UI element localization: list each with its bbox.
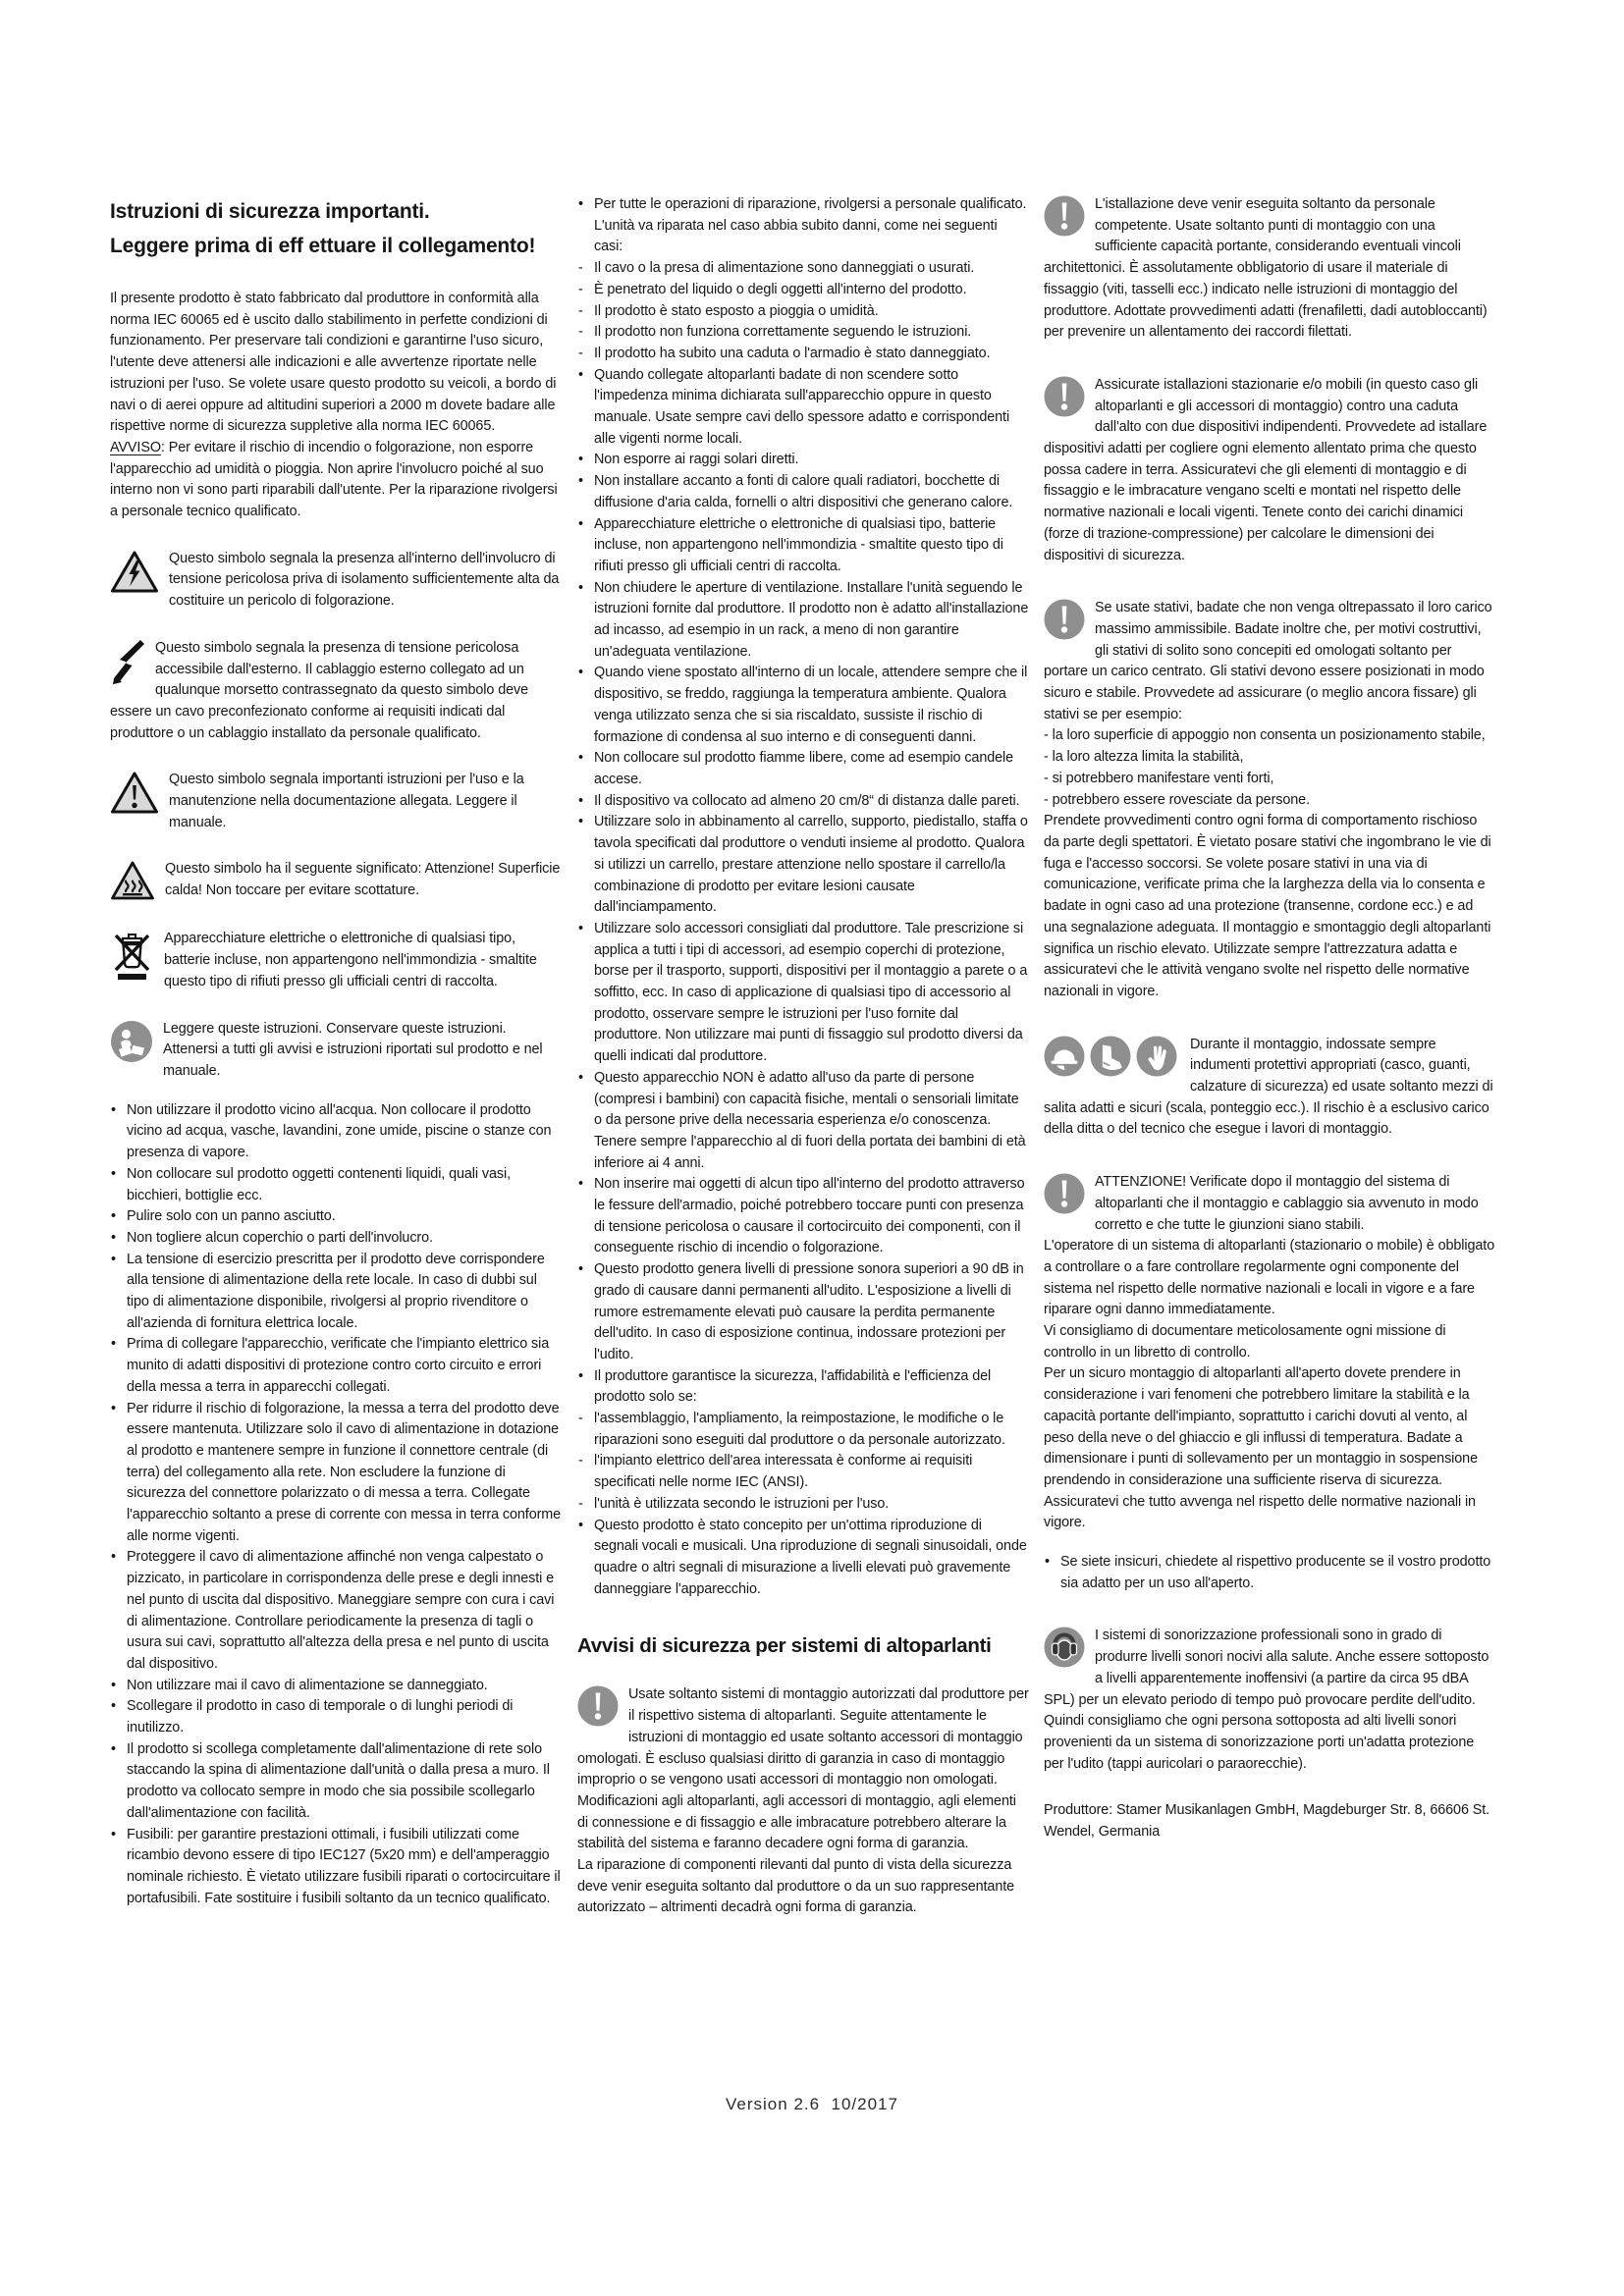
- list-item: [110, 1164, 562, 1206]
- list-item-text: Il produttore garantisce la sicurezza, l'affidabilità e l'efficienza del prodotto solo se:: [594, 1367, 992, 1406]
- list-item-text: Per tutte le operazioni di riparazione, rivolgersi a personale qualificato. L'unità va riparata nel caso abbia subito danni, come nei seguenti casi:: [594, 196, 1027, 255]
- list-item-text: Prima di collegare l'apparecchio, verificate che l'impianto elettrico sia munito di adatti dispositivi di protezione contro corto circuito e errori della messa a terra in apparecchi collegati.: [127, 1336, 550, 1395]
- list-marker: •: [111, 1740, 116, 1757]
- text-line: Questo simbolo segnala importanti istruzioni per l'uso e la manutenzione nella documentazione allegata. Leggere il manuale.: [169, 772, 524, 830]
- list-marker: •: [578, 366, 583, 383]
- text-line: L'istallazione deve venir eseguita soltanto da personale competente. Usate soltanto punti di montaggio con una sufficiente capacità portante, considerando eventuali vincoli architettonici. È assolutamente obbligatorio di usare il materiale di fissaggio (viti, tasselli ecc.) indicato nelle istruzioni di montaggio del produttore. Adottate provvedimenti adatti (frenafiletti, dadi autobloccanti) per prevenire un allentamento dei raccordi filettati.: [1044, 196, 1488, 341]
- list-marker: •: [578, 920, 583, 936]
- list-item: [577, 1451, 1029, 1493]
- installation-note: [1044, 194, 1495, 344]
- list-item-text: Questo apparecchio NON è adatto all'uso da parte di persone (compresi i bambini) con capacità fisiche, mentali o sensoriali limitate o da persone prive della necessaria esperienza e/o conoscenza. Tenere sempre l'apparecchio al di fuori della portata dei bambini di età inferiore ai 4 anni.: [594, 1069, 1026, 1171]
- list-item-text: Il prodotto è stato esposto a pioggia o umidità.: [594, 302, 879, 319]
- list-item-text: Non collocare sul prodotto fiamme libere, come ad esempio candele accese.: [594, 750, 1014, 787]
- list-marker: •: [1045, 1554, 1050, 1571]
- list-item: [110, 1100, 562, 1164]
- safety-boots-icon: [1090, 1036, 1131, 1077]
- mandatory-action-icon: [1044, 599, 1085, 640]
- list-marker: -: [578, 324, 583, 341]
- list-marker: •: [578, 1261, 583, 1278]
- list-item-text: Proteggere il cavo di alimentazione affinché non venga calpestato o pizzicato, in particolare in corrispondenza delle prese e degli innesti e nel punto di uscita dal dispositivo. Maneggiare sempre con cura i cavi di alimentazione. Controllare periodicamente la presenza di tagli o usura sui cavi, soprattutto all'altezza della presa e nel punto di uscita dal dispositivo.: [127, 1549, 555, 1672]
- text-line: Questo simbolo segnala la presenza all'interno dell'involucro di tensione pericolosa priva di isolamento sufficientemente alta da costituire un pericolo di folgorazione.: [169, 550, 560, 610]
- ear-protection-icon: [1044, 1627, 1085, 1668]
- list-item-text: Il cavo o la presa di alimentazione sono danneggiati o usurati.: [594, 260, 975, 277]
- list-item: [110, 1228, 562, 1250]
- list-item: [577, 1516, 1029, 1601]
- text-line: Prendete provvedimenti contro ogni forma di comportamento rischioso da parte degli spettatori. È vietato posare stativi che ingombrano le vie di fuga e l'accesso soccorsi. Se volete posare stativi in una via di comunicazione, verificate prima che la larghezza della via lo consenta e badate in ogni caso ad una protezione (transenne, cordone ecc.) e ad una segnalazione adeguata. Il montaggio e smontaggio degli altoparlanti significa un rischio elevato. Utilizzate sempre l'attrezzatura adatta e assicuratevi che le attività vengano svolte nel rispetto delle normative nazionali in vigore.: [1044, 813, 1491, 999]
- list-item-text: Il dispositivo va collocato ad almeno 20 cm/8“ di distanza dalle pareti.: [594, 792, 1020, 809]
- list-item-text: Scollegare il prodotto in caso di temporale o di lunghi periodi di inutilizzo.: [127, 1698, 514, 1736]
- list-marker: •: [578, 1517, 583, 1533]
- manual-warning-note: [110, 770, 562, 833]
- hazard-voltage-triangle-icon: [110, 550, 159, 594]
- lightning-bolt-icon: [110, 639, 145, 686]
- text-line: [110, 438, 562, 523]
- weee-crossed-bin-icon: [110, 930, 154, 982]
- list-item: [577, 1259, 1029, 1366]
- text-line: - potrebbero essere rovesciate da persone.: [1044, 791, 1310, 808]
- list-marker: •: [578, 1367, 583, 1384]
- list-item: [577, 301, 1029, 323]
- manufacturer-info: [1044, 1800, 1495, 1842]
- list-item: [577, 663, 1029, 748]
- list-item-text: Utilizzare solo accessori consigliati dal produttore. Tale prescrizione si applica a tutti i tipi di accessori, ad esempio coperchi di protezione, borse per il trasporto, supporti, dispositivi per il montaggio a parete o a soffitto, ecc. In caso di applicazione di qualsiasi tipo di accessorio al prodotto, osservare sempre le istruzioni per l'uso fornite dal produttore. Non utilizzare mai punti di fissaggio sul prodotto diversi da quelli indicati dal produttore.: [594, 920, 1028, 1065]
- column-right: [1044, 194, 1495, 1843]
- speaker-safety-title: Avvisi di sicurezza per sistemi di altoparlanti: [577, 1634, 992, 1658]
- list-marker: •: [578, 814, 583, 830]
- list-item: [577, 1494, 1029, 1516]
- page-title: [110, 194, 562, 263]
- list-item: [110, 1676, 562, 1697]
- text-line: Leggere queste istruzioni. Conservare queste istruzioni. Attenersi a tutti gli avvisi e istruzioni riportati sul prodotto e nel manuale.: [163, 1020, 543, 1079]
- list-marker: •: [578, 1176, 583, 1193]
- list-item: [110, 1696, 562, 1738]
- list-item: [577, 791, 1029, 813]
- underlined-word: AVVISO: [110, 439, 161, 455]
- list-item-text: Non installare accanto a fonti di calore quali radiatori, bocchette di diffusione d'aria calda, fornelli o altri dispositivi che generano calore.: [594, 473, 1013, 510]
- list-item-text: Non chiudere le aperture di ventilazione. Installare l'unità seguendo le istruzioni fornite dal produttore. Il prodotto non è adatto all'installazione ad incasso, ad esempio in un rack, a meno di non garantire un'adeguata ventilazione.: [594, 579, 1029, 660]
- text-run: : Per evitare il rischio di incendio o folgorazione, non esporre l'apparecchio ad umidità o pioggia. Non aprire l'involucro poiché al suo interno non vi sono parti riparabili dall'utente. Per la riparazione rivolgersi a personale tecnico qualificato.: [110, 439, 558, 520]
- list-item: [110, 1334, 562, 1398]
- list-item-text: Apparecchiature elettriche o elettroniche di qualsiasi tipo, batterie incluse, non appartengono nell'immondizia - smaltite questo tipo di rifiuti presso gli ufficiali centri di raccolta.: [594, 515, 1003, 574]
- list-item-text: La tensione di esercizio prescritta per il prodotto deve corrispondere alla tensione di alimentazione della rete locale. In caso di dubbi sul tipo di alimentazione disponibile, rivolgersi al proprio rivenditore o all'azienda di fornitura elettrica locale.: [127, 1251, 545, 1331]
- text-line: Se usate stativi, badate che non venga oltrepassato il loro carico massimo ammissibile. Badate inoltre che, per motivi costruttivi, gli stativi di solito sono concepiti ed omologati soltanto per portare un carico centrato. Gli stativi devono essere posizionati in modo sicuro e stabile. Provvedete ad assicurare (o meglio ancora fissare) gli stativi se per esempio:: [1044, 600, 1492, 722]
- list-item: [577, 1366, 1029, 1409]
- text-line: Questo simbolo segnala la presenza di tensione pericolosa accessibile dall'esterno. Il cablaggio esterno collegato ad un qualunque morsetto contrassegnato da questo simbolo deve essere un cavo preconfezionato conforme ai requisiti indicati dal produttore o un cablaggio installato da personale qualificato.: [110, 639, 529, 741]
- title-line: Leggere prima di eff ettuare il collegamento!: [110, 235, 536, 257]
- list-item: [577, 578, 1029, 664]
- icon-row: [1044, 1036, 1182, 1077]
- list-item-text: Fusibili: per garantire prestazioni ottimali, i fusibili utilizzati come ricambio devono essere di tipo IEC127 (5x20 mm) e dell'amperaggio nominale richiesto. È vietato utilizzare fusibili riparati o cortocircuitare il portafusibili. Fate sostituire i fusibili soltanto da un tecnico qualificato.: [127, 1826, 561, 1906]
- text-line: Per un sicuro montaggio di altoparlanti all'aperto dovete prendere in considerazione i vari fenomeni che potrebbero limitare la stabilità e la capacità portante dell'impianto, soprattutto i carichi dovuti al vento, al peso della neve o del ghiaccio e gli influssi di temperatura. Badate a dimensionare i punti di sollevamento per un montaggio in sospensione prendendo in considerazione una sufficiente riserva di sicurezza. Assicuratevi che tutto avvenga nel rispetto delle normative nazionali in vigore.: [1044, 1365, 1478, 1531]
- list-item-text: Quando collegate altoparlanti badate di non scendere sotto l'impedenza minima dichiarata sull'apparecchio oppure in questo manuale. Usate sempre cavi dello spessore adatto e corrispondenti alle vigenti norme locali.: [594, 366, 1010, 447]
- list-marker: •: [578, 1069, 583, 1086]
- text-line: La riparazione di componenti rilevanti dal punto di vista della sicurezza deve venir eseguita soltanto dal produttore o da un suo rappresentante autorizzato – altrimenti decadrà ogni forma di garanzia.: [577, 1857, 1015, 1916]
- text-line: Usate soltanto sistemi di montaggio autorizzati dal produttore per il rispettivo sistema di altoparlanti. Seguite attentamente le istruzioni di montaggio ed usate soltanto accessori di montaggio omologati. È escluso qualsiasi diritto di garanzia in caso di montaggio improprio o se vengono usati accessori di montaggio non omologati. Modificazioni agli altoparlanti, agli accessori di montaggio, agli elementi di connessione e di fissaggio e alle imbracature potrebbero alterare la stabilità del sistema e faranno decadere ogni forma di garanzia.: [577, 1686, 1029, 1852]
- text-line: Il presente prodotto è stato fabbricato dal produttore in conformità alla norma IEC 60065 ed è uscito dallo stabilimento in perfette condizioni di funzionamento. Per preservare tali condizioni e garantirne l'uso sicuro, l'utente deve attenersi alle indicazioni e alle avvertenze riportate nelle istruzioni per l'uso. Se volete usare questo prodotto su veicoli, a bordo di navi o di aerei oppure ad altitudini superiori a 2000 m dovete badare alle rispettive norme di sicurezza suppletive alla norma IEC 60065.: [110, 291, 557, 435]
- list-marker: •: [111, 1698, 116, 1715]
- text-line: Durante il montaggio, indossate sempre indumenti protettivi appropriati (casco, guanti, calzature di sicurezza) ed usate soltanto mezzi di salita adatti e sicuri (scala, ponteggio ecc.). Il rischio è a esclusivo carico della ditta o del tecnico che esegue i lavori di montaggio.: [1044, 1036, 1493, 1138]
- list-item: [577, 258, 1029, 280]
- text-line: Questo simbolo ha il seguente significato: Attenzione! Superficie calda! Non toccare per evitare scottature.: [165, 861, 561, 899]
- list-item: [1044, 1552, 1495, 1594]
- list-item-text: È penetrato del liquido o degli oggetti all'interno del prodotto.: [594, 281, 967, 297]
- general-safety-list: [110, 1100, 562, 1910]
- list-marker: •: [111, 1336, 116, 1353]
- list-item: [110, 1547, 562, 1675]
- list-item: [577, 365, 1029, 451]
- list-marker: •: [111, 1251, 116, 1267]
- list-item: [577, 514, 1029, 578]
- mounting-systems-note: [577, 1684, 1029, 1919]
- service-safety-list: [577, 194, 1029, 1600]
- list-item-text: Se siete insicuri, chiedete al rispettivo producente se il vostro prodotto sia adatto per un uso all'aperto.: [1060, 1554, 1491, 1591]
- external-voltage-note: [110, 638, 562, 745]
- list-item-text: Non utilizzare mai il cavo di alimentazione se danneggiato.: [127, 1677, 488, 1693]
- list-marker: •: [111, 1677, 116, 1693]
- list-marker: -: [578, 345, 583, 361]
- mandatory-action-icon: [1044, 376, 1085, 417]
- text-line: Apparecchiature elettriche o elettroniche di qualsiasi tipo, batterie incluse, non appartengono nell'immondizia - smaltite questo tipo di rifiuti presso gli ufficiali centri di raccolta.: [164, 931, 537, 989]
- column-middle: [577, 194, 1029, 1919]
- list-item-text: Per ridurre il rischio di folgorazione, la messa a terra del prodotto deve essere mantenuta. Utilizzare solo il cavo di alimentazione in dotazione al prodotto e mantenere sempre in funzione il connettore centrale (di terra) del collegamento alla rete. Non escludere la funzione di sicurezza del connettore polarizzato o di messa a terra. Collegate l'apparecchio soltanto a prese di corrente con messa in terra conforme alle norme vigenti.: [127, 1400, 562, 1544]
- list-marker: •: [111, 1400, 116, 1416]
- list-item-text: Non inserire mai oggetti di alcun tipo all'interno del prodotto attraverso le fessure dell'armadio, poiché potrebbero toccare punti con presenza di tensione pericolosa o causare il cortocircuito dei componenti, con il conseguente rischio di incendio o folgorazione.: [594, 1176, 1025, 1256]
- list-marker: •: [111, 1165, 116, 1182]
- footer-version: Version 2.6 10/2017: [726, 2095, 898, 2113]
- list-marker: •: [111, 1208, 116, 1225]
- list-marker: •: [111, 1101, 116, 1118]
- list-item-text: Il prodotto non funziona correttamente seguendo le istruzioni.: [594, 324, 972, 341]
- list-marker: •: [578, 579, 583, 596]
- list-marker: •: [578, 473, 583, 490]
- list-marker: •: [578, 750, 583, 767]
- list-item-text: Il prodotto si scollega completamente dall'alimentazione di rete solo staccando la spina di alimentazione dall'unità o dalla presa a muro. Il prodotto va collocato sempre in modo che sia possibile scollegarlo dall'alimentazione con facilità.: [127, 1740, 550, 1821]
- list-item-text: Non esporre ai raggi solari diretti.: [594, 452, 799, 468]
- read-instructions-note: [110, 1019, 562, 1083]
- attention-check-note: [1044, 1172, 1495, 1534]
- text-line: - la loro superficie di appoggio non consenta un posizionamento stabile,: [1044, 727, 1486, 744]
- list-item-text: l'assemblaggio, l'ampliamento, la reimpostazione, le modifiche o le riparazioni sono eseguiti dal produttore o da personale autorizzato.: [594, 1411, 1005, 1448]
- list-item: [110, 1739, 562, 1825]
- list-marker: -: [578, 1411, 583, 1427]
- list-marker: •: [578, 196, 583, 212]
- text-line: I sistemi di sonorizzazione professionali sono in grado di produrre livelli sonori nocivi alla salute. Anche essere sottoposto a livelli apparentemente inoffensivi (a partire da circa 95 dBA SPL) per un elevato periodo di tempo può provocare perdite dell'udito. Quindi consigliamo che ogni persona sottoposta ad alti livelli sonori provenienti da un sistema di sonorizzazione porti un'adatta protezione per l'udito (tappi auricolari o paraorecchie).: [1044, 1628, 1489, 1772]
- gloves-icon: [1136, 1036, 1177, 1077]
- list-item: [110, 1250, 562, 1335]
- mandatory-action-icon: [577, 1685, 619, 1727]
- outdoor-use-list: [1044, 1552, 1495, 1594]
- list-marker: •: [578, 452, 583, 468]
- text-line: ATTENZIONE! Verificate dopo il montaggio del sistema di altoparlanti che il montaggio e cablaggio sia avvenuto in modo corretto e che tutte le giunzioni siano stabili.: [1095, 1174, 1479, 1233]
- mandatory-action-icon: [1044, 195, 1085, 237]
- list-item: [577, 812, 1029, 919]
- list-item: [577, 450, 1029, 471]
- hearing-protection-note: [1044, 1626, 1495, 1775]
- list-item-text: Non collocare sul prodotto oggetti contenenti liquidi, quali vasi, bicchieri, bottiglie ecc.: [127, 1165, 511, 1203]
- title-line: Istruzioni di sicurezza importanti.: [110, 200, 430, 223]
- list-item: [577, 322, 1029, 344]
- list-item: [577, 919, 1029, 1068]
- list-item-text: Quando viene spostato all'interno di un locale, attendere sempre che il dispositivo, se freddo, raggiunga la temperatura ambiente. Qualora venga utilizzato senza che si sia riscaldato, sussiste il rischio di formazione di condensa al suo interno e di conseguenti danni.: [594, 665, 1028, 745]
- list-item-text: l'impianto elettrico dell'area interessata è conforme ai requisiti specificati nelle norme IEC (ANSI).: [594, 1453, 973, 1491]
- list-item: [577, 344, 1029, 365]
- list-marker: •: [111, 1549, 116, 1566]
- list-item: [577, 471, 1029, 513]
- list-marker: •: [578, 792, 583, 809]
- list-item-text: Non utilizzare il prodotto vicino all'acqua. Non collocare il prodotto vicino ad acqua, vasche, lavandini, zone umide, piscine o stanze con presenza di vapore.: [127, 1101, 552, 1161]
- list-item: [577, 280, 1029, 301]
- list-marker: •: [578, 515, 583, 532]
- list-marker: •: [578, 665, 583, 681]
- list-item-text: l'unità è utilizzata secondo le istruzioni per l'uso.: [594, 1495, 890, 1512]
- list-marker: •: [111, 1826, 116, 1842]
- list-marker: -: [578, 1495, 583, 1512]
- list-item: [110, 1399, 562, 1548]
- weee-note: [110, 929, 562, 992]
- read-manual-icon: [110, 1020, 153, 1063]
- list-item: [577, 1409, 1029, 1451]
- list-item-text: Utilizzare solo in abbinamento al carrello, supporto, piedistallo, staffa o tavola specificati dal produttore o venduti insieme al prodotto. Qualora si utilizzi un carrello, prestare attenzione nello spostare il carrello/la combinazione di prodotto per evitare lesioni causate dall'inciampamento.: [594, 814, 1028, 916]
- list-marker: -: [578, 260, 583, 277]
- list-marker: -: [578, 302, 583, 319]
- list-item-text: Pulire solo con un panno asciutto.: [127, 1208, 336, 1225]
- list-item: [110, 1206, 562, 1228]
- list-marker: •: [111, 1229, 116, 1246]
- mandatory-action-icon: [1044, 1173, 1085, 1214]
- list-item-text: Questo prodotto è stato concepito per un'ottima riproduzione di segnali vocali e musicali. Una riproduzione di segnali sinusoidali, onde quadre o altri segnali di misurazione a livelli elevati può gravemente danneggiare l'apparecchio.: [594, 1517, 1027, 1597]
- ppe-note: [1044, 1035, 1495, 1142]
- list-item-text: Il prodotto ha subito una caduta o l'armadio è stato danneggiato.: [594, 345, 991, 361]
- list-marker: -: [578, 281, 583, 297]
- list-item: [110, 1825, 562, 1910]
- secure-installations-note: [1044, 375, 1495, 566]
- hot-surface-triangle-icon: [110, 860, 155, 901]
- list-item-text: Questo prodotto genera livelli di pressione sonora superiori a 90 dB in grado di causare danni permanenti all'udito. L'esposizione a livelli di rumore estremamente elevati può causare la perdita permanente dell'udito. In caso di esposizione continua, indossare protezioni per l'udito.: [594, 1261, 1024, 1362]
- list-marker: -: [578, 1453, 583, 1469]
- list-item: [577, 1068, 1029, 1175]
- list-item: [577, 1174, 1029, 1259]
- list-item-text: Non togliere alcun coperchio o parti dell'involucro.: [127, 1229, 433, 1246]
- text-line: - si potrebbero manifestare venti forti,: [1044, 770, 1274, 786]
- warning-triangle-icon: [110, 771, 159, 815]
- hazard-voltage-note: [110, 549, 562, 613]
- intro-paragraph: [110, 289, 562, 523]
- list-item: [577, 194, 1029, 258]
- text-line: Produttore: Stamer Musikanlagen GmbH, Magdeburger Str. 8, 66606 St. Wendel, Germania: [1044, 1802, 1490, 1841]
- text-line: L'operatore di un sistema di altoparlanti (stazionario o mobile) è obbligato a controllare o a fare controllare regolarmente ogni componente del sistema nel rispetto delle normative nazionali e locali in vigore e a fare riparare ogni danno immediatamente.: [1044, 1238, 1495, 1318]
- hot-surface-note: [110, 859, 562, 903]
- list-item: [577, 748, 1029, 790]
- text-line: Vi consigliamo di documentare meticolosamente ogni missione di controllo in un libretto di controllo.: [1044, 1323, 1446, 1361]
- text-line: Assicurate istallazioni stazionarie e/o mobili (in questo caso gli altoparlanti e gli accessori di montaggio) contro una caduta dall'alto con due dispositivi indipendenti. Provvedete ad istallare dispositivi adatti per cogliere ogni elemento allentato prima che questo possa cadere in terra. Assicuratevi che gli elementi di montaggio e di fissaggio e le imbracature vengano scelti e montati nel rispetto delle normative nazionali e locali vigenti. Tenete conto dei carichi dinamici (forze di trazione-compressione) per calcolare le dimensioni dei dispositivi di sicurezza.: [1044, 376, 1488, 563]
- column-left: [110, 194, 562, 1909]
- text-line: - la loro altezza limita la stabilità,: [1044, 749, 1244, 766]
- helmet-icon: [1044, 1036, 1085, 1077]
- stands-note: [1044, 598, 1495, 1002]
